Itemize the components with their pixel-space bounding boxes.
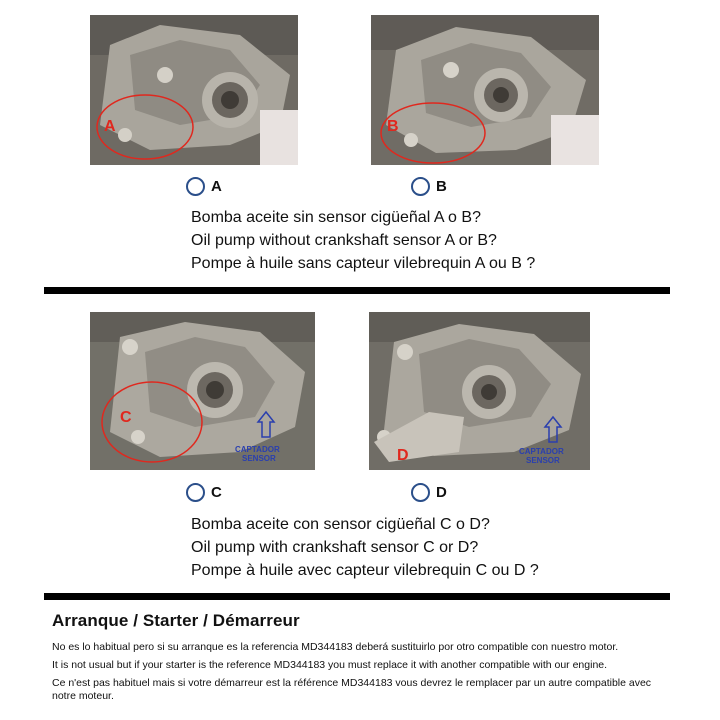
sensor-label [235, 445, 282, 463]
question-block-2 [191, 513, 539, 582]
starter-note-es: No es lo habitual pero si su arranque es la referencia MD344183 deberá sustituirlo por otro compatible con nuestro motor. [52, 641, 619, 653]
option-label: A [211, 178, 222, 195]
photo-marker: A [104, 118, 116, 135]
oil-pump-photo-c [90, 312, 315, 470]
photo-marker: D [397, 447, 409, 464]
option-c-radio[interactable] [186, 483, 222, 502]
sensor-label [519, 447, 566, 465]
question-es: Bomba aceite con sensor cigüeñal C o D? [191, 516, 490, 533]
photo-marker: C [120, 409, 132, 426]
sensor-label-line1: CAPTADOR [235, 445, 280, 454]
question-es: Bomba aceite sin sensor cigüeñal A o B? [191, 209, 481, 226]
question-fr: Pompe à huile avec capteur vilebrequin C ou D ? [191, 562, 539, 579]
question-fr: Pompe à huile sans capteur vilebrequin A ou B ? [191, 255, 536, 272]
section-divider [44, 287, 670, 294]
question-block-1 [191, 206, 535, 275]
oil-pump-photo-b [371, 15, 599, 165]
question-en: Oil pump without crankshaft sensor A or B? [191, 232, 497, 249]
option-d-radio[interactable] [411, 483, 447, 502]
sensor-label-line2: SENSOR [242, 454, 276, 463]
sensor-label-line1: CAPTADOR [519, 447, 564, 456]
oil-pump-photo-d [369, 312, 590, 470]
photo-marker: B [387, 118, 399, 135]
starter-note-en: It is not usual but if your starter is the reference MD344183 you must replace it with another compatible with our engine. [52, 659, 608, 671]
starter-title: Arranque / Starter / Démarreur [52, 611, 300, 630]
radio-circle[interactable] [411, 483, 430, 502]
section-divider [44, 593, 670, 600]
radio-circle[interactable] [186, 177, 205, 196]
radio-circle[interactable] [186, 483, 205, 502]
radio-circle[interactable] [411, 177, 430, 196]
option-label: D [436, 484, 447, 501]
starter-note-fr: Ce n'est pas habituel mais si votre démarreur est la référence MD344183 vous devrez le remplacer par un autre compatible avec notre moteur. [52, 677, 652, 702]
oil-pump-photo-a [90, 15, 298, 165]
option-label: C [211, 484, 222, 501]
option-b-radio[interactable] [411, 177, 447, 196]
sensor-label-line2: SENSOR [526, 456, 560, 465]
option-a-radio[interactable] [186, 177, 222, 196]
option-label: B [436, 178, 447, 195]
question-en: Oil pump with crankshaft sensor C or D? [191, 539, 479, 556]
